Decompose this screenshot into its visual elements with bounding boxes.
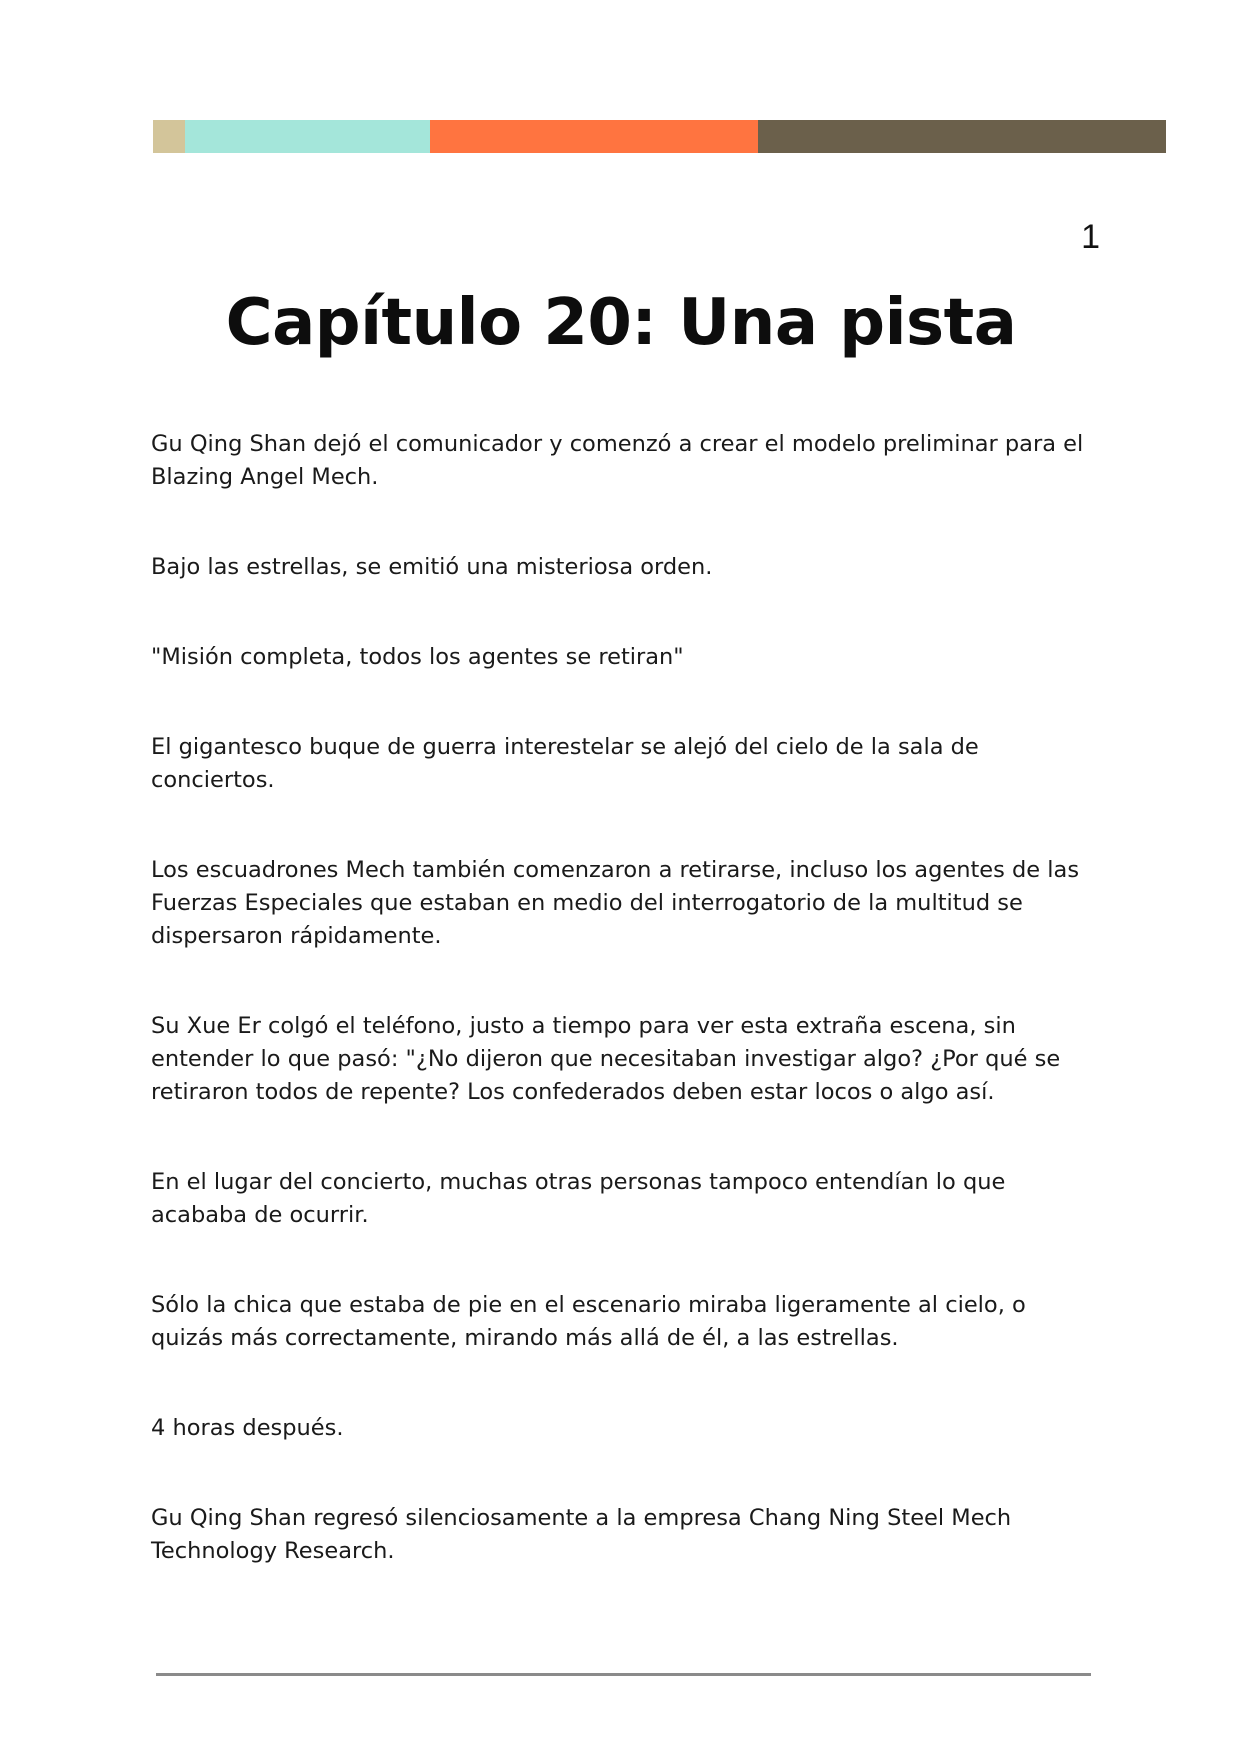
chapter-body [151,428,1101,1625]
color-band-brown-segment [758,120,1166,153]
paragraph: Sólo la chica que estaba de pie en el escenario miraba ligeramente al cielo, o quizás más correctamente, mirando más allá de él, a las estrellas. [151,1292,1026,1351]
paragraph: Su Xue Er colgó el teléfono, justo a tiempo para ver esta extraña escena, sin entender lo que pasó: "¿No dijeron que necesitaban investigar algo? ¿Por qué se retiraron todos de repente? Los confederados deben estar locos o algo así. [151,1013,1061,1105]
color-band-orange-segment [430,120,758,153]
footer-divider [156,1673,1091,1676]
paragraph: Los escuadrones Mech también comenzaron a retirarse, incluso los agentes de las Fuerzas Especiales que estaban en medio del interrogatorio de la multitud se dispersaron rápidamente. [151,857,1080,949]
paragraph: En el lugar del concierto, muchas otras personas tampoco entendían lo que acababa de ocurrir. [151,1169,1006,1228]
paragraph: Bajo las estrellas, se emitió una misteriosa orden. [151,554,713,580]
paragraph: Gu Qing Shan dejó el comunicador y comenzó a crear el modelo preliminar para el Blazing Angel Mech. [151,431,1084,490]
page-number: 1 [1081,218,1100,256]
paragraph: 4 horas después. [151,1415,344,1441]
chapter-title: Capítulo 20: Una pista [225,286,1017,360]
paragraph: "Misión completa, todos los agentes se retiran" [151,644,684,670]
color-band-tan-segment [153,120,185,153]
paragraph: Gu Qing Shan regresó silenciosamente a la empresa Chang Ning Steel Mech Technology Research. [151,1505,1012,1564]
paragraph: El gigantesco buque de guerra interestelar se alejó del cielo de la sala de conciertos. [151,734,979,793]
color-band-mint-segment [185,120,430,153]
header-color-band [153,120,1166,153]
